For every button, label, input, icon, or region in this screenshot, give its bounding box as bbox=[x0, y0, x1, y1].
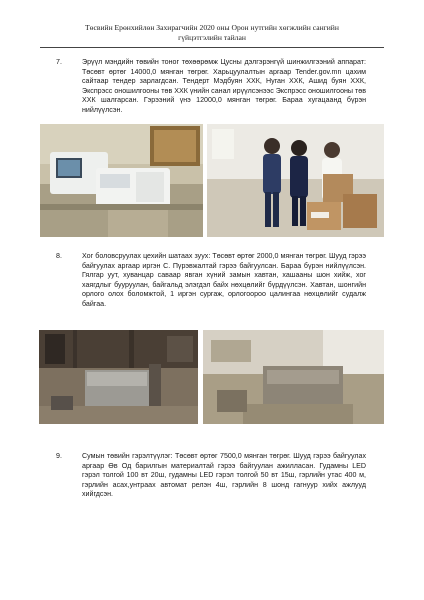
photo-incinerator-indoor bbox=[203, 330, 384, 424]
report-item-7 bbox=[56, 58, 366, 116]
item-number: 9. bbox=[56, 452, 62, 460]
page-header bbox=[40, 23, 384, 43]
photo-incinerator-outdoor bbox=[39, 330, 198, 424]
report-item-9 bbox=[56, 452, 366, 500]
header-line-2: гүйцэтгэлийн тайлан bbox=[178, 33, 246, 42]
item-text: Хог боловсруулах цехийн шатаах зуух: Төсөвт өртөг 2000,0 мянган төгрөг. Шууд гэрээ байгуулах аргаар иргэн С. Пүрэвжалтай гэрээ байгуулсан. Бараа бүрэн нийлүүлсэн. Гялгар уут, хуванцар саваар явган хүний замын хавтан, хашааны шон хийж, хог хаягдлыг бууруулан, байгальд элэгдэл байх нөхцөлийг бүрдүүлсэн. Хавтан, шонгийн орлого олох боломжтой, 1 иргэн сургаж, орлогоороо цалингаа нөхцөлийг судалж байгаа. bbox=[82, 252, 366, 308]
header-divider bbox=[40, 47, 384, 48]
item-number: 8. bbox=[56, 252, 62, 260]
photo-equipment-handover bbox=[207, 124, 384, 237]
item-number: 7. bbox=[56, 58, 62, 66]
report-item-8 bbox=[56, 252, 366, 310]
photo-blood-analyzer bbox=[40, 124, 203, 237]
item-text: Эрүүл мэндийн төвийн тоног төхөөрөмж Цусны дэлгэрэнгүй шинжилгээний аппарат: Төсөвт өртөг 14000,0 мянган төгрөг. Харьцуулалтын аргаар Tender.gov.mn цахим сайтаар тендер зарлагдсан. Тендерт Мэдбуян ХХК, Нуган ХХК, Ашид буян ХХК, Экспрэсс оношилгооны төв ХХК үнийн санал ирүүлсэнээс Экспрэсс оношилгооны төв ХХК шалгарсан. Гэрээний үнэ 12000,0 мянган төгрөг. Бараа хугацаанд бүрэн нийлүүлсэн. bbox=[82, 58, 366, 114]
header-line-1: Төсвийн Ерөнхийлөн Захирагчийн 2020 оны Орон нутгийн хөгжлийн сангийн bbox=[85, 23, 339, 32]
item-text: Сумын төвийн гэрэлтүүлэг: Төсөвт өртөг 7500,0 мянган төгрөг. Шууд гэрээ байгуулах аргаар Өв Од барилгын материалтай гэрээ байгуулан ажилласан. Гудамны LED гэрэл толгой 100 вт 20ш, гудамны LED гэрэл толгой 50 вт 15ш, гэрлийн утас 400 м, гэрлийн асах,унтраах автомат релэн 4ш, гэрлийн 8 шонд гагнуур хийх ажлууд хийгдсэн. bbox=[82, 452, 366, 499]
